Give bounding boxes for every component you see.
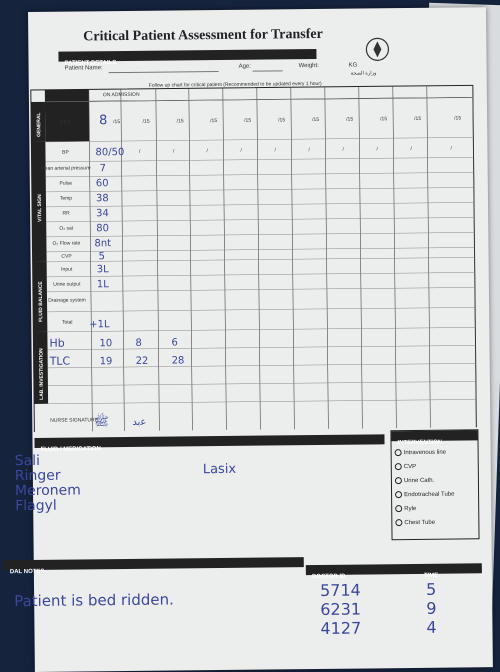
- age-label: Age:: [238, 63, 251, 70]
- row-label-temp: Temp: [59, 195, 73, 202]
- fluid-section-label: FLUID BALANCE: [37, 281, 45, 322]
- lab-row2-value: 22: [135, 355, 149, 367]
- lab-row1-label: Hb: [49, 336, 65, 350]
- doctor-time-header: DOCTOR ID TIME: [306, 563, 482, 575]
- bp-slash: /: [206, 148, 208, 155]
- vitals-grid: [28, 7, 490, 432]
- patient-details-header: PATIENT DETAILS: [58, 49, 316, 62]
- intervention-iv[interactable]: Intravenous line: [395, 449, 446, 457]
- row-label-input: Input: [61, 266, 73, 273]
- bp-slash: /: [342, 146, 344, 153]
- nurse-signature-2: ﻋﺑﺪ: [132, 416, 147, 428]
- gcs-suffix: /15: [244, 117, 252, 124]
- intervention-chest-tube[interactable]: Chest Tube: [395, 519, 435, 526]
- gcs-suffix: /15: [346, 116, 354, 123]
- temp-value: 38: [95, 193, 109, 205]
- lab-section-label: LAB. INVESTIGATION: [38, 348, 46, 400]
- doctor-ids: [320, 581, 361, 638]
- input-value: 3L: [96, 264, 109, 276]
- gcs-suffix: /15: [210, 118, 218, 125]
- intervention-header: INTERVENTION: [391, 430, 477, 441]
- intervention-cvp[interactable]: CVP: [395, 463, 416, 470]
- vital-section-label: VITAL SIGN: [36, 194, 44, 222]
- time-3: 4: [426, 617, 437, 637]
- lab-row1-value: 8: [135, 337, 142, 349]
- weight-label: Weight:: [298, 62, 319, 70]
- row-label-o2flow: O₂ Flow rate: [52, 240, 81, 247]
- time-1: 5: [425, 579, 437, 599]
- row-label-map: Mean arterial pressure: [40, 165, 91, 172]
- bp-slash: /: [138, 148, 141, 155]
- row-label-total: Total: [61, 319, 73, 326]
- pulse-value: 60: [95, 178, 109, 190]
- o2flow-value: 8nt: [94, 238, 112, 250]
- gcs-suffix-admission: /15: [113, 119, 121, 126]
- assessment-form: [9, 7, 493, 672]
- intervention-box: [390, 429, 479, 540]
- urine-value: 1L: [96, 279, 109, 291]
- intervention-urine-cath[interactable]: Urine Cath.: [395, 477, 434, 484]
- fluid-2: Ringer: [14, 467, 61, 485]
- chart-instructions: Follow up chart for critical patient (Recommended to be updated every 1 hour): [148, 80, 322, 89]
- row-label-cvp: CVP: [61, 253, 72, 260]
- patient-name-label: Patient Name:: [64, 65, 103, 72]
- rr-value: 34: [96, 208, 109, 220]
- o2sat-value: 80: [96, 223, 110, 235]
- lab-row2-value: 19: [99, 356, 113, 368]
- doctor-id-3: 4127: [320, 618, 362, 638]
- fluid-1: Sali: [14, 452, 41, 470]
- form-title: Critical Patient Assessment for Transfer: [83, 26, 323, 45]
- gcs-suffix: /15: [278, 117, 286, 124]
- bp-slash: /: [410, 145, 412, 153]
- row-label-bp: BP: [62, 149, 69, 156]
- fluid-medication-header: FLUID / MEDICATION: [34, 434, 384, 448]
- lab-row2-value: 28: [171, 355, 185, 367]
- total-value: +1L: [89, 319, 110, 331]
- intervention-ryle[interactable]: Ryle: [395, 505, 416, 512]
- medication-right: Lasix: [202, 461, 237, 478]
- bp-slash: /: [376, 146, 378, 153]
- cvp-value: 5: [98, 251, 105, 263]
- bp-slash: /: [172, 148, 175, 155]
- gcs-value: 8: [99, 113, 108, 129]
- gcs-suffix: /15: [312, 116, 320, 124]
- bp-value: 80/50: [95, 146, 125, 159]
- bp-slash: /: [240, 147, 242, 154]
- row-label-urine: Urine output: [53, 281, 81, 288]
- map-value: 7: [99, 163, 107, 175]
- gcs-suffix: /15: [142, 118, 150, 125]
- row-label-pulse: Pulse: [59, 180, 73, 187]
- bp-slash: /: [308, 147, 310, 154]
- gcs-suffix: /15: [454, 115, 462, 122]
- gcs-suffix: /15: [176, 118, 184, 125]
- lab-row1-value: 6: [171, 337, 178, 349]
- weight-unit: KG: [348, 62, 358, 69]
- clinical-note: Patient is bed ridden.: [14, 590, 174, 611]
- row-label-drainage: Drainage system: [48, 297, 86, 304]
- fluid-list: [15, 453, 81, 514]
- bp-slash: /: [274, 147, 276, 154]
- gcs-suffix: /15: [414, 115, 422, 122]
- intervention-ett[interactable]: Endotracheal Tube: [395, 491, 454, 499]
- doctor-id-2: 6231: [320, 599, 362, 619]
- row-label-rr: RR: [62, 210, 70, 217]
- row-label-gcs: GCS: [59, 119, 71, 126]
- lab-row2-label: TLC: [49, 354, 71, 368]
- gcs-suffix: /15: [380, 116, 388, 123]
- on-admission-label: ON ADMISSION: [102, 91, 140, 99]
- nurse-signature-1: ﷺ: [94, 414, 109, 429]
- bp-slash: /: [450, 145, 452, 152]
- row-label-nurse: NURSE SIGNATURE: [50, 417, 99, 424]
- notes-header: DAL NOTES: [4, 557, 304, 570]
- logo-caption: وزارة الصحة: [350, 70, 377, 77]
- fluid-3: Meronem: [14, 482, 81, 500]
- row-label-o2sat: O₂ sat: [59, 225, 74, 232]
- times: [426, 580, 437, 637]
- doctor-id-1: 5714: [319, 580, 361, 600]
- lab-row1-value: 10: [99, 338, 113, 350]
- gcs-section-label: GENERAL: [36, 112, 43, 137]
- fluid-4: Flagyl: [15, 497, 57, 515]
- time-2: 9: [426, 598, 437, 618]
